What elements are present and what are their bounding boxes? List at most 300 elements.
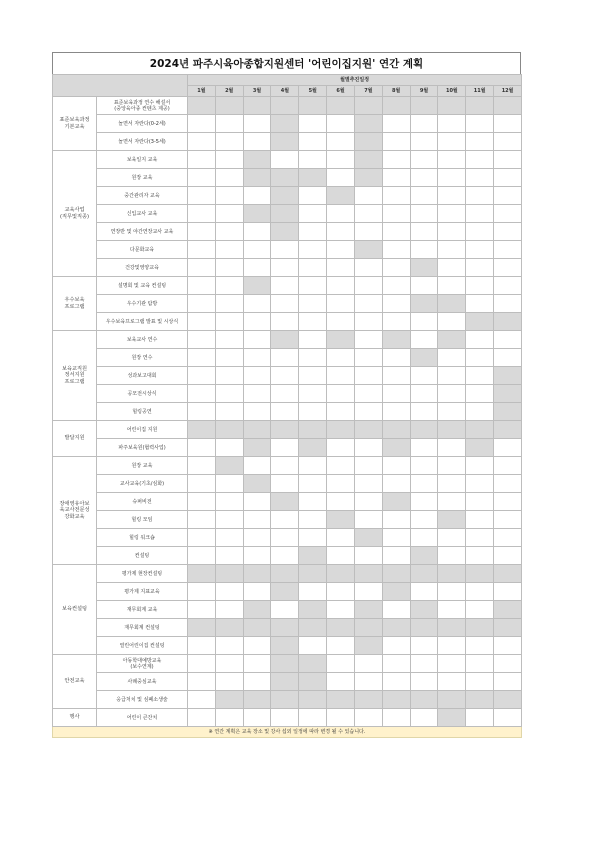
month-cell-scheduled	[410, 691, 438, 709]
month-cell	[382, 115, 410, 133]
month-cell-scheduled	[243, 601, 271, 619]
month-cell	[410, 169, 438, 187]
month-cell	[410, 529, 438, 547]
schedule-row	[53, 511, 522, 529]
schedule-row	[53, 349, 522, 367]
month-cell-scheduled	[299, 169, 327, 187]
month-cell	[215, 511, 243, 529]
month-cell	[410, 493, 438, 511]
month-cell	[299, 457, 327, 475]
month-cell	[438, 241, 466, 259]
month-cell	[382, 601, 410, 619]
month-cell-scheduled	[243, 205, 271, 223]
month-cell	[382, 187, 410, 205]
month-cell-scheduled	[243, 421, 271, 439]
month-cell	[327, 547, 355, 565]
month-cell	[299, 529, 327, 547]
month-cell-scheduled	[466, 421, 494, 439]
month-cell-scheduled	[494, 403, 522, 421]
month-cell-scheduled	[354, 565, 382, 583]
month-cell-scheduled	[299, 601, 327, 619]
month-cell	[410, 583, 438, 601]
month-cell	[215, 187, 243, 205]
month-cell	[354, 547, 382, 565]
month-cell-scheduled	[354, 637, 382, 655]
item-label: 우수기관 탐방	[97, 295, 188, 313]
month-cell	[494, 673, 522, 691]
month-cell-scheduled	[271, 97, 299, 115]
month-cell-scheduled	[410, 601, 438, 619]
month-cell	[438, 367, 466, 385]
month-cell	[215, 367, 243, 385]
schedule-row	[53, 421, 522, 439]
month-cell-scheduled	[410, 349, 438, 367]
month-cell-scheduled	[494, 313, 522, 331]
month-cell	[466, 601, 494, 619]
month-cell	[494, 331, 522, 349]
month-cell	[243, 493, 271, 511]
month-cell	[438, 637, 466, 655]
month-cell	[354, 403, 382, 421]
month-cell	[438, 151, 466, 169]
month-cell-scheduled	[438, 421, 466, 439]
month-cell	[438, 583, 466, 601]
month-cell	[271, 151, 299, 169]
month-cell	[466, 547, 494, 565]
month-cell-scheduled	[271, 169, 299, 187]
month-cell	[215, 655, 243, 673]
month-cell-scheduled	[410, 97, 438, 115]
month-cell	[494, 511, 522, 529]
month-cell	[271, 349, 299, 367]
month-cell	[410, 475, 438, 493]
month-cell	[271, 547, 299, 565]
month-cell	[438, 205, 466, 223]
month-cell	[215, 637, 243, 655]
page-title: 2024년 파주시육아종합지원센터 '어린이집지원' 연간 계획	[52, 52, 521, 74]
month-cell	[299, 511, 327, 529]
month-cell	[188, 511, 216, 529]
month-cell	[354, 277, 382, 295]
month-cell-scheduled	[438, 295, 466, 313]
month-cell	[299, 475, 327, 493]
month-cell	[410, 457, 438, 475]
month-cell	[243, 295, 271, 313]
month-cell-scheduled	[271, 637, 299, 655]
month-header: 1월	[188, 86, 216, 97]
month-cell-scheduled	[243, 619, 271, 637]
month-cell-scheduled	[215, 97, 243, 115]
month-cell	[327, 367, 355, 385]
schedule-row	[53, 241, 522, 259]
item-label: 어린이 큰잔치	[97, 709, 188, 727]
month-cell-scheduled	[494, 565, 522, 583]
month-cell	[271, 439, 299, 457]
month-cell-scheduled	[299, 439, 327, 457]
month-cell	[243, 583, 271, 601]
month-cell	[494, 205, 522, 223]
month-cell-scheduled	[215, 565, 243, 583]
month-cell	[438, 673, 466, 691]
month-cell-scheduled	[271, 187, 299, 205]
month-cell-scheduled	[410, 259, 438, 277]
month-cell-scheduled	[215, 421, 243, 439]
month-cell-scheduled	[271, 583, 299, 601]
month-cell	[327, 295, 355, 313]
month-cell-scheduled	[382, 439, 410, 457]
item-label: 건강및영양교육	[97, 259, 188, 277]
month-cell	[494, 169, 522, 187]
month-cell	[494, 493, 522, 511]
month-cell	[215, 583, 243, 601]
item-label: 놀면서 자란다(3-5세)	[97, 133, 188, 151]
footnote: ※ 연간 계획은 교육 장소 및 강사 섭외 일정에 따라 변경 될 수 있습니다.	[53, 727, 522, 738]
month-cell	[327, 385, 355, 403]
month-cell	[299, 259, 327, 277]
month-cell-scheduled	[243, 151, 271, 169]
month-cell	[382, 511, 410, 529]
item-label: 힐링 워크숍	[97, 529, 188, 547]
schedule-row	[53, 169, 522, 187]
month-cell-scheduled	[327, 187, 355, 205]
month-cell-scheduled	[354, 601, 382, 619]
month-cell-scheduled	[466, 565, 494, 583]
month-cell-scheduled	[382, 565, 410, 583]
schedule-row	[53, 295, 522, 313]
month-header: 10월	[438, 86, 466, 97]
month-cell	[466, 529, 494, 547]
month-cell-scheduled	[354, 241, 382, 259]
month-cell-scheduled	[243, 565, 271, 583]
month-cell	[494, 241, 522, 259]
month-cell-scheduled	[354, 691, 382, 709]
month-cell-scheduled	[382, 691, 410, 709]
month-cell-scheduled	[271, 565, 299, 583]
month-cell	[382, 403, 410, 421]
month-cell	[382, 133, 410, 151]
month-cell	[438, 115, 466, 133]
month-cell	[299, 403, 327, 421]
month-cell-scheduled	[354, 97, 382, 115]
item-label: 보육교사 연수	[97, 331, 188, 349]
month-cell	[188, 223, 216, 241]
month-cell	[410, 313, 438, 331]
month-cell	[299, 187, 327, 205]
category-label: 표준보육과정 기본교육	[53, 97, 97, 151]
month-cell	[327, 259, 355, 277]
month-cell	[382, 151, 410, 169]
month-cell-scheduled	[466, 619, 494, 637]
month-header: 4월	[271, 86, 299, 97]
month-cell	[382, 241, 410, 259]
item-label: 컨설팅	[97, 547, 188, 565]
month-cell-scheduled	[438, 97, 466, 115]
plan-sheet	[52, 52, 521, 738]
schedule-row	[53, 601, 522, 619]
month-cell	[243, 313, 271, 331]
month-cell-scheduled	[271, 493, 299, 511]
month-cell	[271, 511, 299, 529]
month-cell	[215, 259, 243, 277]
category-label: 보육교직원 정서지원 프로그램	[53, 331, 97, 421]
month-cell	[354, 457, 382, 475]
category-label: 보육컨설팅	[53, 565, 97, 655]
month-cell	[438, 547, 466, 565]
month-cell	[299, 583, 327, 601]
month-cell	[494, 583, 522, 601]
month-cell	[354, 493, 382, 511]
header-blank	[53, 75, 188, 97]
month-cell	[466, 637, 494, 655]
month-cell	[466, 223, 494, 241]
month-cell	[438, 655, 466, 673]
month-cell	[410, 511, 438, 529]
month-cell-scheduled	[327, 565, 355, 583]
month-cell	[188, 169, 216, 187]
month-cell-scheduled	[188, 565, 216, 583]
month-cell-scheduled	[271, 421, 299, 439]
month-cell-scheduled	[271, 115, 299, 133]
schedule-row	[53, 385, 522, 403]
month-cell-scheduled	[243, 97, 271, 115]
item-label: 어린이집 지원	[97, 421, 188, 439]
schedule-row	[53, 133, 522, 151]
month-cell-scheduled	[271, 331, 299, 349]
month-cell	[215, 277, 243, 295]
month-cell	[271, 385, 299, 403]
month-cell	[299, 331, 327, 349]
month-cell	[243, 241, 271, 259]
month-cell	[188, 529, 216, 547]
month-cell	[410, 367, 438, 385]
month-cell-scheduled	[494, 601, 522, 619]
month-cell	[438, 493, 466, 511]
schedule-row	[53, 259, 522, 277]
month-cell	[494, 259, 522, 277]
month-cell	[327, 133, 355, 151]
month-cell	[188, 277, 216, 295]
month-cell	[438, 349, 466, 367]
schedule-row	[53, 313, 522, 331]
month-cell	[410, 331, 438, 349]
month-cell	[299, 493, 327, 511]
month-cell	[243, 367, 271, 385]
schedule-row	[53, 565, 522, 583]
month-cell	[354, 673, 382, 691]
month-cell	[299, 115, 327, 133]
month-cell-scheduled	[438, 331, 466, 349]
month-cell	[354, 205, 382, 223]
item-label: 슈퍼비전	[97, 493, 188, 511]
month-cell	[215, 493, 243, 511]
month-cell	[466, 277, 494, 295]
month-cell	[410, 673, 438, 691]
item-label: 설명회 및 교육 컨설팅	[97, 277, 188, 295]
schedule-row	[53, 277, 522, 295]
item-label: 공모전시상식	[97, 385, 188, 403]
month-cell	[466, 457, 494, 475]
month-cell	[354, 511, 382, 529]
month-cell	[466, 187, 494, 205]
month-cell	[215, 547, 243, 565]
item-label: 응급처치 및 심폐소생술	[97, 691, 188, 709]
month-cell	[466, 133, 494, 151]
month-cell	[327, 313, 355, 331]
month-cell	[299, 223, 327, 241]
month-cell	[188, 637, 216, 655]
month-cell-scheduled	[327, 97, 355, 115]
month-header: 12월	[494, 86, 522, 97]
month-cell	[215, 133, 243, 151]
month-cell	[466, 169, 494, 187]
month-cell-scheduled	[382, 97, 410, 115]
month-cell	[215, 169, 243, 187]
month-cell-scheduled	[410, 619, 438, 637]
month-cell	[494, 151, 522, 169]
schedule-row	[53, 493, 522, 511]
month-cell	[466, 385, 494, 403]
month-cell	[382, 475, 410, 493]
month-cell	[438, 529, 466, 547]
month-cell-scheduled	[382, 619, 410, 637]
month-cell	[382, 349, 410, 367]
month-cell	[243, 511, 271, 529]
month-header: 5월	[299, 86, 327, 97]
month-cell-scheduled	[243, 277, 271, 295]
month-cell-scheduled	[438, 619, 466, 637]
month-cell-scheduled	[299, 655, 327, 673]
month-cell	[243, 529, 271, 547]
item-label: 중간관리자 교육	[97, 187, 188, 205]
month-cell-scheduled	[327, 511, 355, 529]
month-cell	[354, 223, 382, 241]
month-cell	[243, 637, 271, 655]
month-cell	[494, 475, 522, 493]
month-cell	[438, 277, 466, 295]
month-cell	[215, 385, 243, 403]
month-cell	[327, 709, 355, 727]
note-row	[53, 727, 522, 738]
category-label: 행사	[53, 709, 97, 727]
item-label: 파주보육원(협력사업)	[97, 439, 188, 457]
item-label: 교사교육(기초/심화)	[97, 475, 188, 493]
category-label: 장애영유아보 육교사전문성 강화교육	[53, 457, 97, 565]
month-cell	[382, 367, 410, 385]
schedule-row	[53, 187, 522, 205]
month-cell	[494, 115, 522, 133]
month-cell	[188, 151, 216, 169]
month-cell	[188, 475, 216, 493]
month-cell-scheduled	[327, 691, 355, 709]
month-cell	[494, 637, 522, 655]
month-cell-scheduled	[410, 547, 438, 565]
schedule-row	[53, 547, 522, 565]
month-cell	[466, 511, 494, 529]
item-label: 우수보육프로그램 발표 및 시상식	[97, 313, 188, 331]
month-cell	[438, 133, 466, 151]
month-cell	[466, 151, 494, 169]
month-cell	[327, 583, 355, 601]
month-cell	[188, 133, 216, 151]
month-cell	[271, 313, 299, 331]
month-cell-scheduled	[271, 619, 299, 637]
month-cell	[271, 457, 299, 475]
month-cell	[243, 385, 271, 403]
month-cell	[215, 403, 243, 421]
category-label: 안전교육	[53, 655, 97, 709]
month-cell	[410, 205, 438, 223]
month-cell	[382, 655, 410, 673]
month-cell	[188, 439, 216, 457]
month-cell	[354, 331, 382, 349]
item-label: 표준보육과정 연수 해설서 (중앙육아종 컨텐츠 제공)	[97, 97, 188, 115]
month-cell-scheduled	[494, 691, 522, 709]
month-cell-scheduled	[438, 511, 466, 529]
month-cell	[271, 529, 299, 547]
month-cell	[243, 259, 271, 277]
month-cell	[188, 655, 216, 673]
month-cell	[382, 223, 410, 241]
month-cell	[410, 241, 438, 259]
month-cell-scheduled	[271, 205, 299, 223]
month-cell	[215, 151, 243, 169]
month-cell	[327, 601, 355, 619]
header-group-row	[53, 75, 522, 86]
month-cell	[382, 169, 410, 187]
month-cell	[382, 277, 410, 295]
month-cell	[494, 655, 522, 673]
month-cell	[327, 655, 355, 673]
schedule-row	[53, 223, 522, 241]
month-cell	[327, 223, 355, 241]
month-cell	[243, 187, 271, 205]
month-cell	[494, 349, 522, 367]
month-cell	[327, 637, 355, 655]
item-label: 재무회계 컨설팅	[97, 619, 188, 637]
month-cell-scheduled	[354, 169, 382, 187]
item-label: 아동학대예방교육 (보수연계)	[97, 655, 188, 673]
month-cell-scheduled	[243, 475, 271, 493]
item-label: 성과보고대회	[97, 367, 188, 385]
month-cell	[327, 403, 355, 421]
month-cell-scheduled	[354, 619, 382, 637]
item-label: 평가제 현장컨설팅	[97, 565, 188, 583]
month-cell-scheduled	[299, 673, 327, 691]
month-cell	[243, 655, 271, 673]
schedule-row	[53, 583, 522, 601]
month-cell	[466, 493, 494, 511]
category-label: 우수보육 프로그램	[53, 277, 97, 331]
month-cell	[299, 637, 327, 655]
month-cell	[466, 655, 494, 673]
month-cell-scheduled	[243, 691, 271, 709]
month-cell	[354, 313, 382, 331]
month-cell	[299, 133, 327, 151]
month-cell	[466, 349, 494, 367]
category-label: 교육사업 (직무및직종)	[53, 151, 97, 277]
month-cell	[188, 457, 216, 475]
month-cell	[494, 277, 522, 295]
month-header: 9월	[410, 86, 438, 97]
month-cell-scheduled	[438, 709, 466, 727]
month-cell-scheduled	[299, 421, 327, 439]
item-label: 원장 교육	[97, 169, 188, 187]
schedule-row	[53, 529, 522, 547]
month-cell	[215, 673, 243, 691]
month-cell-scheduled	[327, 421, 355, 439]
month-cell	[215, 295, 243, 313]
month-cell-scheduled	[354, 115, 382, 133]
